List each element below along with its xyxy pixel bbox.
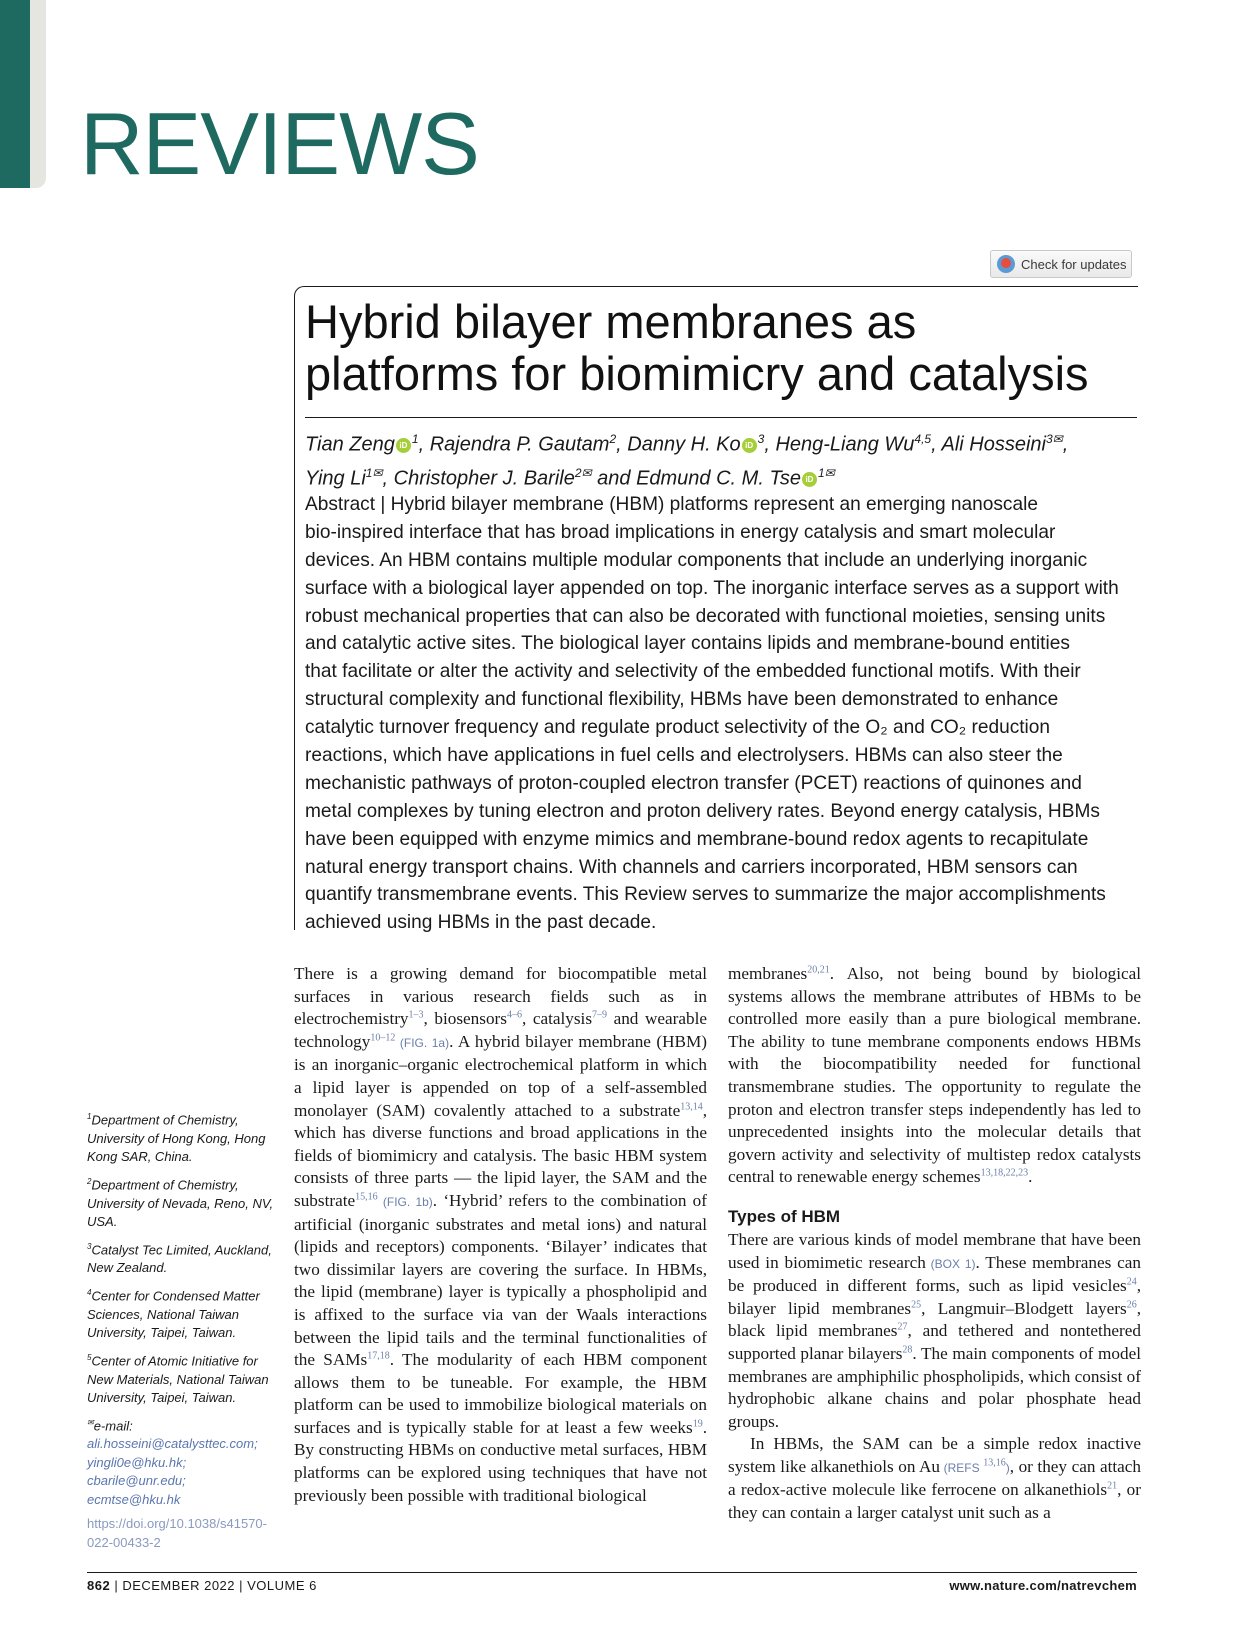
abstract-line: have been equipped with enzyme mimics and membrane-bound redox agents to recapitulate: [305, 828, 1089, 850]
affiliation-text: Department of Chemistry, University of Hong Kong, Hong Kong SAR, China.: [87, 1112, 266, 1165]
article-title-line-1: Hybrid bilayer membranes as: [305, 295, 917, 348]
abstract-line: robust mechanical properties that can also be decorated with functional moieties, sensing units: [305, 605, 1106, 627]
author-list: [305, 425, 1135, 492]
abstract-line: devices. An HBM contains multiple modular components that include an underlying inorganic: [305, 549, 1088, 571]
body-text: , catalysis: [521, 1009, 593, 1029]
abstract: [305, 491, 1135, 937]
abstract-line: that facilitate or alter the activity and selectivity of the embedded functional motifs. With their: [305, 661, 1081, 683]
crossmark-icon: [997, 255, 1015, 273]
body-paragraph: [728, 963, 1141, 1189]
abstract-line: quantify transmembrane events. This Review serves to summarize the major accomplishments: [305, 884, 1106, 906]
affiliation-number: 2: [87, 1176, 92, 1186]
citation-ref[interactable]: 13,16: [983, 1457, 1006, 1469]
affiliation-text: Center for Condensed Matter Sciences, National Taiwan University, Taipei, Taiwan.: [87, 1288, 260, 1341]
citation-ref[interactable]: 13,18,22,23: [980, 1167, 1029, 1179]
author-affiliation: 2: [609, 432, 617, 446]
citation-ref[interactable]: 13,14: [680, 1100, 703, 1112]
figure-ref[interactable]: (FIG. 1a): [395, 1035, 450, 1050]
citation-ref[interactable]: 28: [902, 1344, 913, 1356]
citation-ref[interactable]: 27: [897, 1321, 908, 1333]
issue-date: DECEMBER 2022: [122, 1578, 236, 1593]
author-name[interactable]: Heng-Liang Wu: [775, 433, 915, 456]
citation-ref[interactable]: 15,16: [355, 1191, 378, 1203]
body-text: , black lipid membranes: [728, 1298, 1141, 1341]
citation-ref[interactable]: 20,21: [807, 964, 830, 976]
abstract-line: natural energy transport chains. With channels and carriers incorporated, HBM sensors can: [305, 856, 1078, 878]
body-text: membranes: [728, 964, 808, 983]
abstract-line: metal complexes by tuning electron and proton delivery rates. Beyond energy catalysis, HBMs: [305, 800, 1100, 822]
figure-ref[interactable]: ): [1005, 1460, 1010, 1475]
title-divider: [305, 417, 1137, 418]
affiliation-number: 5: [87, 1352, 92, 1362]
figure-ref[interactable]: (BOX 1): [925, 1256, 976, 1271]
abstract-line: bio-inspired interface that has broad implications in energy catalysis and smart molecular: [305, 521, 1056, 543]
abstract-line: reactions, which have applications in fuel cells and electrolysers. HBMs can also steer the: [305, 745, 1063, 767]
body-text: , Langmuir–Blodgett layers: [921, 1298, 1127, 1318]
body-text: . The modularity of each HBM component allows them to be tuneable. For example, the HBM platform can be used to immobilize biological materials on surfaces and is typically stable for at least a few weeks: [294, 1350, 707, 1437]
body-text: , or they can contain a larger catalyst unit such as a: [728, 1480, 1141, 1523]
citation-ref[interactable]: 4–6: [506, 1009, 522, 1021]
abstract-line: mechanistic pathways of proton-coupled electron transfer (PCET) reactions of quinones and: [305, 772, 1082, 794]
author-name[interactable]: Danny H. Ko: [627, 433, 741, 456]
author-name[interactable]: Ali Hosseini: [941, 433, 1046, 456]
email-icon: ✉: [87, 1417, 94, 1427]
citation-ref[interactable]: 17,18: [367, 1350, 390, 1362]
body-text: , biosensors: [423, 1009, 507, 1029]
citation-ref[interactable]: 24: [1126, 1276, 1137, 1288]
author-name[interactable]: Christopher J. Barile: [393, 467, 575, 490]
affiliation-text: Department of Chemistry, University of Nevada, Reno, NV, USA.: [87, 1177, 274, 1230]
citation-ref[interactable]: 25: [911, 1298, 922, 1310]
body-text: . Also, not being bound by biological systems allows the membrane attributes of HBMs to be controlled more easily than a pure biological membrane. The ability to tune membrane components endows HBMs with the biocompatibility needed for functional transmembrane studies. The opportunity to regulate the proton and electron transfer steps independently has led to unprecedented insights into the molecular details that govern activity and selectivity of multistep redox catalysts central to renewable energy schemes: [728, 964, 1141, 1187]
citation-ref[interactable]: 7–9: [592, 1009, 608, 1021]
body-text: . These membranes can be produced in different forms, such as lipid vesicles: [728, 1252, 1141, 1296]
author-name[interactable]: Ying Li: [305, 467, 366, 490]
section-color-bar: [0, 0, 30, 188]
affiliation-number: 4: [87, 1287, 92, 1297]
author-separator: ,: [616, 433, 628, 456]
author-separator: ,: [1062, 433, 1069, 456]
affiliation-item: [87, 1284, 277, 1343]
affiliation-number: 3: [87, 1241, 92, 1251]
volume: VOLUME 6: [247, 1578, 317, 1593]
email-label: e-mail:: [93, 1417, 133, 1433]
affiliation-text: Catalyst Tec Limited, Auckland, New Zealand.: [87, 1241, 272, 1276]
body-text: , bilayer lipid membranes: [728, 1276, 1141, 1318]
body-text: . By constructing HBMs on conductive metal surfaces, HBM platforms can be explored using techniques that have not previously been possible with traditional biological: [294, 1417, 707, 1505]
check-for-updates-label: Check for updates: [1021, 256, 1127, 272]
citation-ref[interactable]: 21: [1107, 1480, 1118, 1492]
doi-link[interactable]: https://doi.org/10.1038/s41570-022-00433-2: [87, 1516, 267, 1550]
affiliation-number: 1: [87, 1112, 92, 1121]
orcid-icon[interactable]: iD: [742, 438, 757, 453]
body-text: . A hybrid bilayer membrane (HBM) is an inorganic–organic electrochemical platform in which a lipid layer is appended on top of a self-assembled monolayer (SAM) covalently attached to a substrate: [294, 1031, 707, 1120]
affiliation-item: [87, 1238, 277, 1278]
footer-divider: [87, 1572, 1137, 1573]
email-block: [87, 1414, 277, 1510]
abstract-line: achieved using HBMs in the past decade.: [305, 912, 657, 934]
section-label: REVIEWS: [80, 94, 479, 193]
author-affiliation: 1✉: [365, 465, 383, 480]
affiliations: [87, 1108, 277, 1558]
figure-ref[interactable]: (FIG. 1b): [377, 1194, 433, 1209]
author-separator: ,: [764, 433, 776, 456]
body-text: , which has diverse functions and broad applications in the fields of biomimicry and catalysis. The basic HBM system consists of three parts — the lipid layer, the SAM and the substrate: [294, 1100, 707, 1210]
section-color-bar-shadow: [30, 0, 46, 188]
citation-ref[interactable]: 19: [692, 1418, 703, 1430]
author-name[interactable]: Edmund C. M. Tse: [636, 467, 801, 490]
figure-ref[interactable]: (REFS: [940, 1460, 984, 1475]
orcid-icon[interactable]: iD: [396, 438, 411, 453]
body-text: , or they can attach a redox-active molecule like ferrocene on alkanethiols: [728, 1456, 1142, 1500]
abstract-line: Abstract | Hybrid bilayer membrane (HBM) platforms represent an emerging nanoscale: [305, 494, 1038, 515]
author-affiliation: 1✉: [817, 465, 835, 480]
journal-url-link[interactable]: www.nature.com/natrevchem: [949, 1578, 1137, 1593]
citation-ref[interactable]: 1–3: [408, 1009, 424, 1021]
body-column-right: [728, 963, 1141, 1525]
body-text: There is a growing demand for biocompatible metal surfaces in various research fields such as in electrochemistry: [294, 964, 707, 1029]
body-paragraph: [728, 1433, 1141, 1524]
author-affiliation: 3: [757, 432, 765, 446]
abstract-line: and catalytic active sites. The biological layer contains lipids and membrane-bound entities: [305, 633, 1070, 655]
author-separator: and: [591, 467, 637, 490]
affiliation-text: Center of Atomic Initiative for New Materials, National Taiwan University, Taipei, Taiwan.: [87, 1353, 269, 1406]
body-paragraph: [728, 1229, 1141, 1433]
affiliation-item: [87, 1173, 277, 1232]
author-separator: ,: [418, 433, 430, 456]
section-heading-types-of-hbm: Types of HBM: [728, 1206, 841, 1226]
author-separator: ,: [382, 467, 394, 490]
affiliation-item: [87, 1108, 277, 1167]
body-text: . The main components of model membranes are amphiphilic phospholipids, which consist of hydrophobic alkane chains and polar phosphate head groups.: [728, 1343, 1141, 1431]
author-affiliation: 1: [411, 432, 419, 446]
check-for-updates-button[interactable]: [990, 250, 1132, 278]
email-links[interactable]: ali.hosseini@catalysttec.com; yingli0e@hku.hk; cbarile@unr.edu; ecmtse@hku.hk: [87, 1436, 258, 1507]
body-text: and wearable technology: [294, 1009, 707, 1051]
article-title-line-2: platforms for biomimicry and catalysis: [305, 347, 1089, 400]
footer-page-info: 862 | DECEMBER 2022 | VOLUME 6: [87, 1578, 317, 1593]
author-affiliation: 3✉: [1045, 432, 1063, 446]
affiliation-item: [87, 1349, 277, 1408]
orcid-icon[interactable]: iD: [802, 472, 817, 487]
body-text: . ‘Hybrid’ refers to the combination of artificial (inorganic substrates and metal ions) and natural (lipids and receptors) components. ‘Bilayer’ indicates that two dissimilar layers are covering the surface. In HBMs, the lipid (membrane) layer is typically a phospholipid and is affixed to the surface via van der Waals interactions between the lipid tails and the terminal functionalities of the SAMs: [294, 1190, 707, 1370]
body-text: .: [1028, 1167, 1033, 1187]
author-name[interactable]: Tian Zeng: [305, 433, 395, 456]
citation-ref[interactable]: 10–12: [370, 1032, 396, 1044]
body-paragraph: [294, 963, 707, 1507]
author-name[interactable]: Rajendra P. Gautam: [429, 433, 610, 456]
abstract-line: surface with a biological layer appended on top. The inorganic interface serves as a support with: [305, 577, 1119, 599]
body-column-left: [294, 963, 707, 1507]
author-affiliation: 2✉: [574, 465, 592, 480]
author-separator: ,: [931, 433, 942, 456]
page-number: 862: [87, 1578, 111, 1593]
abstract-line: catalytic turnover frequency and regulate product selectivity of the O₂ and CO₂ reduction: [305, 717, 1051, 739]
body-text: In HBMs, the SAM can be a simple redox inactive system like alkanethiols on Au: [728, 1434, 1141, 1476]
body-text: There are various kinds of model membrane that have been used in biomimetic research: [728, 1229, 1141, 1272]
abstract-line: structural complexity and functional flexibility, HBMs have been demonstrated to enhance: [305, 689, 1059, 711]
body-text: , and tethered and nontethered supported planar bilayers: [728, 1321, 1141, 1363]
abstract-left-rule: [294, 418, 295, 930]
citation-ref[interactable]: 26: [1126, 1298, 1137, 1310]
author-affiliation: 4,5: [914, 432, 932, 446]
